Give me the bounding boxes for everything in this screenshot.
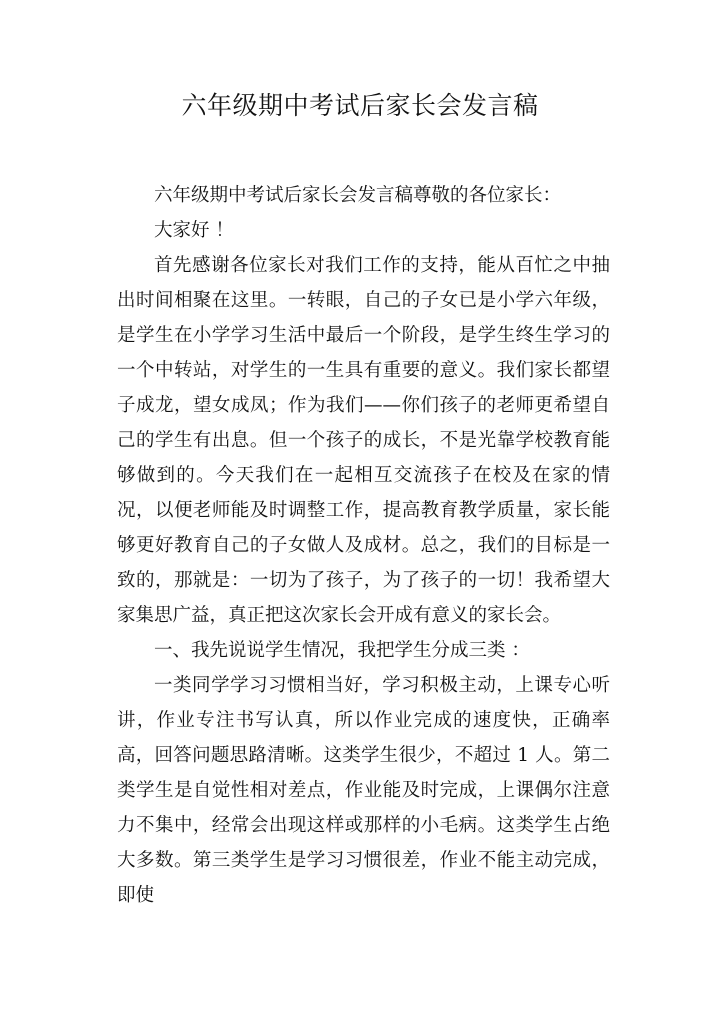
document-title: 六年级期中考试后家长会发言稿 (181, 91, 539, 120)
paragraph-salutation: 大家好 ！ (154, 220, 234, 241)
paragraph-section-heading: 一、我先说说学生情况，我把学生分成三类 ： (154, 640, 530, 661)
document-body (117, 178, 610, 913)
paragraph-student-categories: 一类同学学习习惯相当好，学习积极主动，上课专心听讲，作业专注书写认真，所以作业完成的速度快，正确率高，回答问题思路清晰。这类学生很少，不超过 1 人。第二类学生是自觉性相对差点，作业能及时完成，上课偶尔注意力不集中，经常会出现这样或那样的小毛病。这类学生占绝大多数。第三类学生是学习习惯很差，作业不能主动完成，即使 (117, 675, 610, 906)
paragraph-greeting-heading: 六年级期中考试后家长会发言稿尊敬的各位家长： (154, 185, 562, 206)
paragraph-introduction: 首先感谢各位家长对我们工作的支持，能从百忙之中抽出时间相聚在这里。一转眼，自己的子女已是小学六年级，是学生在小学学习生活中最后一个阶段，是学生终生学习的一个中转站，对学生的一生具有重要的意义。我们家长都望子成龙，望女成凤；作为我们——你们孩子的老师更希望自己的学生有出息。但一个孩子的成长，不是光靠学校教育能够做到的。今天我们在一起相互交流孩子在校及在家的情况，以便老师能及时调整工作，提高教育教学质量，家长能够更好教育自己的子女做人及成材。总之，我们的目标是一致的，那就是：一切为了孩子，为了孩子的一切！我希望大家集思广益，真正把这次家长会开成有意义的家长会。 (117, 255, 610, 626)
